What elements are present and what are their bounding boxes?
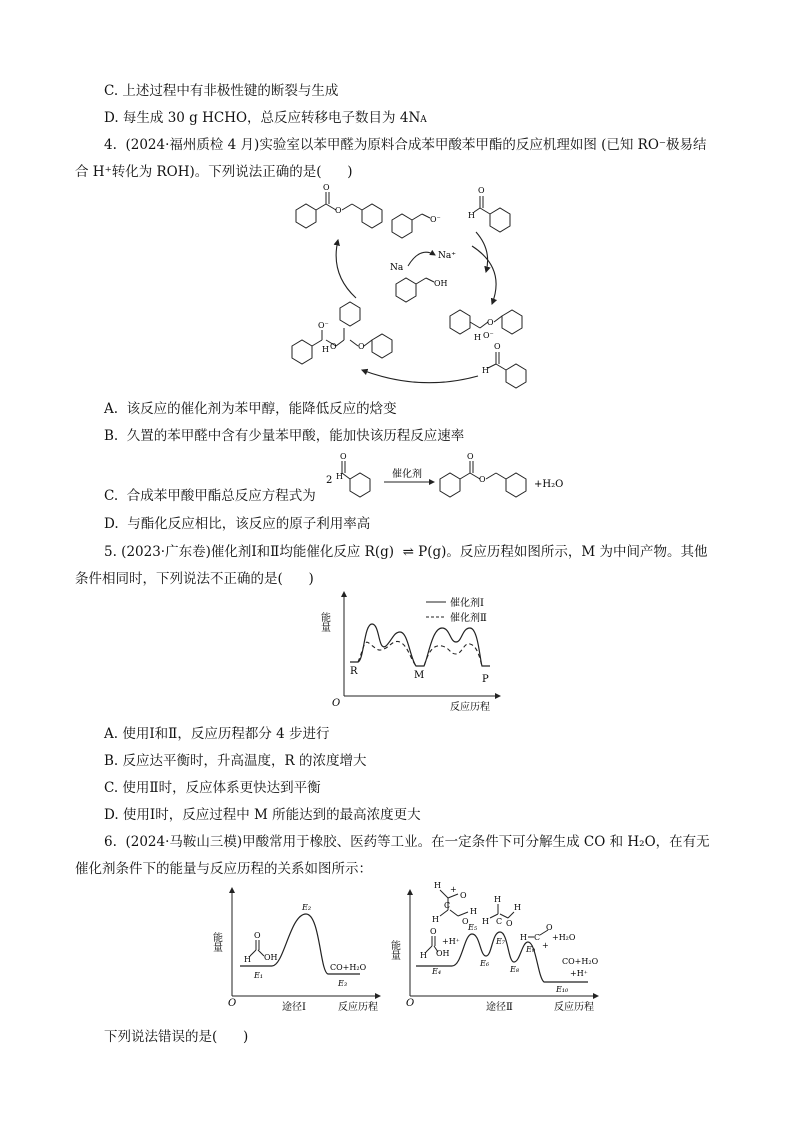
- fig6b-c1: C: [444, 901, 451, 910]
- fig6b-xlabel: 反应历程: [554, 1002, 594, 1013]
- mech-o-label-7: O: [358, 342, 365, 351]
- fig6b-h5: H: [494, 895, 501, 904]
- fig6b-e9: E₉: [526, 945, 536, 954]
- figure-6-path-1: [210, 880, 386, 1015]
- fig6a-e1: E₁: [254, 971, 264, 980]
- cycle-arrow-4: [336, 240, 356, 298]
- benzaldehyde-structure-2: [488, 352, 526, 388]
- mech-o-minus-2: O⁻: [483, 331, 494, 340]
- fig6b-o1: O: [430, 927, 437, 936]
- fig6b-h4: H: [470, 907, 477, 916]
- fig6b-o4: O: [506, 919, 513, 928]
- q4-option-a: A. 该反应的催化剂为苯甲醇，能降低反应的焓变: [104, 401, 397, 417]
- fig5-xlabel: 反应历程: [450, 702, 490, 713]
- fig5-label-p: P: [482, 674, 489, 685]
- mech-h-label-1: H: [468, 211, 475, 220]
- fig6a-h: H: [244, 955, 251, 964]
- mech-na: Na: [390, 263, 404, 273]
- fig6b-products: CO+H₂O: [562, 957, 599, 966]
- mech-h-label-3: H: [482, 366, 489, 375]
- q4-c-equation: [322, 449, 572, 499]
- cycle-arrow-3: [362, 370, 478, 383]
- fig6b-h1: H: [420, 951, 427, 960]
- figure-5-energy-diagram: [320, 588, 510, 718]
- question-6-stem-end: 下列说法错误的是( ): [104, 1029, 249, 1045]
- benzyl-alkoxide-structure: [392, 214, 430, 238]
- fig6a-oh: OH: [264, 953, 278, 962]
- fig5-legend-1: 催化剂Ⅰ: [450, 598, 484, 609]
- equation-benzaldehyde: [342, 461, 370, 497]
- fig5-legend-2: 催化剂Ⅱ: [450, 613, 487, 624]
- fig6b-h8: H: [520, 933, 527, 942]
- fig6b-e8: E₈: [510, 965, 520, 974]
- question-6-line1: 6. (2024·马鞍山三模)甲酸常用于橡胶、医药等工业。在一定条件下可分解生成 CO 和 H₂O，在有无: [104, 834, 710, 850]
- option-d-prev: D. 每生成 30 g HCHO，总反应转移电子数目为 4NA: [104, 110, 427, 126]
- question-4-line1: 4. (2024·福州质检 4 月)实验室以苯甲醛为原料合成苯甲酸苯甲酯的反应机理如图 (已知 RO⁻极易结: [104, 137, 707, 153]
- mech-h-label-4: H: [322, 345, 329, 354]
- q5-option-b: B. 反应达平衡时，升高温度，R 的浓度增大: [104, 753, 367, 769]
- eq-o-label-1: O: [340, 452, 347, 461]
- mech-h-label-2: H: [474, 333, 481, 342]
- mech-o-minus-1: O⁻: [430, 215, 441, 224]
- mech-o-label-2: O: [335, 206, 342, 215]
- fig5-ylabel: 能量: [318, 612, 330, 632]
- q5-option-a: A. 使用Ⅰ和Ⅱ，反应历程都分 4 步进行: [104, 726, 330, 742]
- cycle-arrow-1: [476, 232, 488, 272]
- fig6a-e3: E₃: [338, 979, 348, 988]
- fig6a-e2: E₂: [302, 903, 312, 912]
- eq-o-label-3: O: [479, 475, 486, 484]
- fig6b-h2: H: [434, 881, 441, 890]
- figure-6-path-2: [388, 878, 604, 1015]
- fig5-label-r: R: [350, 666, 358, 677]
- mech-o-label-4: O: [487, 318, 494, 327]
- fig6a-formic-acid: [250, 940, 264, 956]
- fig6b-e7: E₇: [496, 937, 506, 946]
- question-4-line2: 合 H⁺转化为 ROH)。下列说法正确的是( ): [75, 164, 353, 180]
- q4-option-c: C. 合成苯甲酸甲酯总反应方程式为: [104, 488, 316, 504]
- equation-catalyst: 催化剂: [392, 469, 422, 480]
- fig6b-path-label: 途径Ⅱ: [486, 1002, 513, 1013]
- cycle-arrow-2: [472, 246, 496, 304]
- fig6a-o1: O: [254, 931, 261, 940]
- q4-option-b: B. 久置的苯甲醛中含有少量苯甲酸，能加快该历程反应速率: [104, 428, 465, 444]
- fig6b-oh: OH: [436, 949, 450, 958]
- equation-water: +H₂O: [534, 479, 564, 490]
- fig6a-ylabel: 能量: [210, 932, 222, 952]
- fig6b-h7: H: [514, 903, 521, 912]
- question-6-line2: 催化剂条件下的能量与反应历程的关系如图所示：: [75, 861, 372, 877]
- fig6b-o2: O: [460, 891, 467, 900]
- mech-o-label-1: O: [323, 183, 330, 192]
- fig6b-hplus1: +H⁺: [442, 937, 460, 946]
- fig5-label-m: M: [414, 670, 425, 681]
- mech-o-label-6: O: [330, 342, 337, 351]
- fig6b-h6: H: [482, 917, 489, 926]
- fig6b-hplus2: +H⁺: [570, 969, 588, 978]
- eq-h-label: H: [336, 472, 343, 481]
- option-c-prev: C. 上述过程中有非极性键的断裂与生成: [104, 83, 339, 99]
- fig6b-protonated-species-2: [490, 904, 514, 918]
- fig6a-path-label: 途径Ⅰ: [282, 1002, 306, 1013]
- mech-o-label-5: O: [494, 342, 501, 351]
- fig6b-h3: H: [432, 915, 439, 924]
- tetrahedral-intermediate-structure: [292, 302, 392, 364]
- fig5-curve-catalyst-2: [358, 641, 482, 666]
- benzyl-alcohol-structure: [396, 278, 434, 302]
- question-5-line2: 条件相同时，下列说法不正确的是( ): [75, 571, 314, 587]
- fig6b-plus1: +: [450, 885, 457, 894]
- fig6b-o3: O: [462, 917, 469, 926]
- fig6b-plus2: +: [542, 941, 549, 950]
- fig5-curve-catalyst-1: [350, 624, 490, 666]
- q4-option-d: D. 与酯化反应相比，该反应的原子利用率高: [104, 516, 371, 532]
- mech-o-label-3: O: [478, 186, 485, 195]
- fig6b-e5: E₅: [468, 923, 478, 932]
- mech-o-minus-3: O⁻: [318, 321, 329, 330]
- fig6b-e10: E₁₀: [556, 985, 569, 994]
- fig6b-o5: O: [546, 923, 553, 932]
- fig6b-c2: C: [496, 917, 503, 926]
- eq-o-label-2: O: [467, 452, 474, 461]
- fig6b-h2o-plus: +H₂O: [552, 933, 576, 942]
- fig6a-xlabel: 反应历程: [338, 1002, 378, 1013]
- question-5-line1: 5. (2023·广东卷)催化剂Ⅰ和Ⅱ均能催化反应 R(g) ⇌ P(g)。反应历程如图所示，M 为中间产物。其他: [104, 544, 708, 560]
- q5-option-c: C. 使用Ⅱ时，反应体系更快达到平衡: [104, 780, 321, 796]
- equation-coefficient: 2: [326, 475, 333, 486]
- fig6b-ylabel: 能量: [388, 940, 400, 960]
- fig6b-origin: O: [406, 998, 415, 1009]
- q5-option-d: D. 使用Ⅰ时，反应过程中 M 所能达到的最高浓度更大: [104, 807, 421, 823]
- fig6b-e4: E₄: [432, 967, 442, 976]
- mech-na-plus: Na⁺: [438, 251, 456, 261]
- benzaldehyde-structure-1: [474, 196, 510, 232]
- fig6a-origin: O: [228, 998, 237, 1009]
- fig6b-c3: C: [534, 933, 541, 942]
- fig6b-e6: E₆: [480, 959, 490, 968]
- mech-oh: OH: [434, 279, 448, 288]
- fig5-origin: O: [332, 698, 341, 709]
- fig6a-products: CO+H₂O: [330, 963, 367, 972]
- mechanism-figure: [280, 180, 550, 385]
